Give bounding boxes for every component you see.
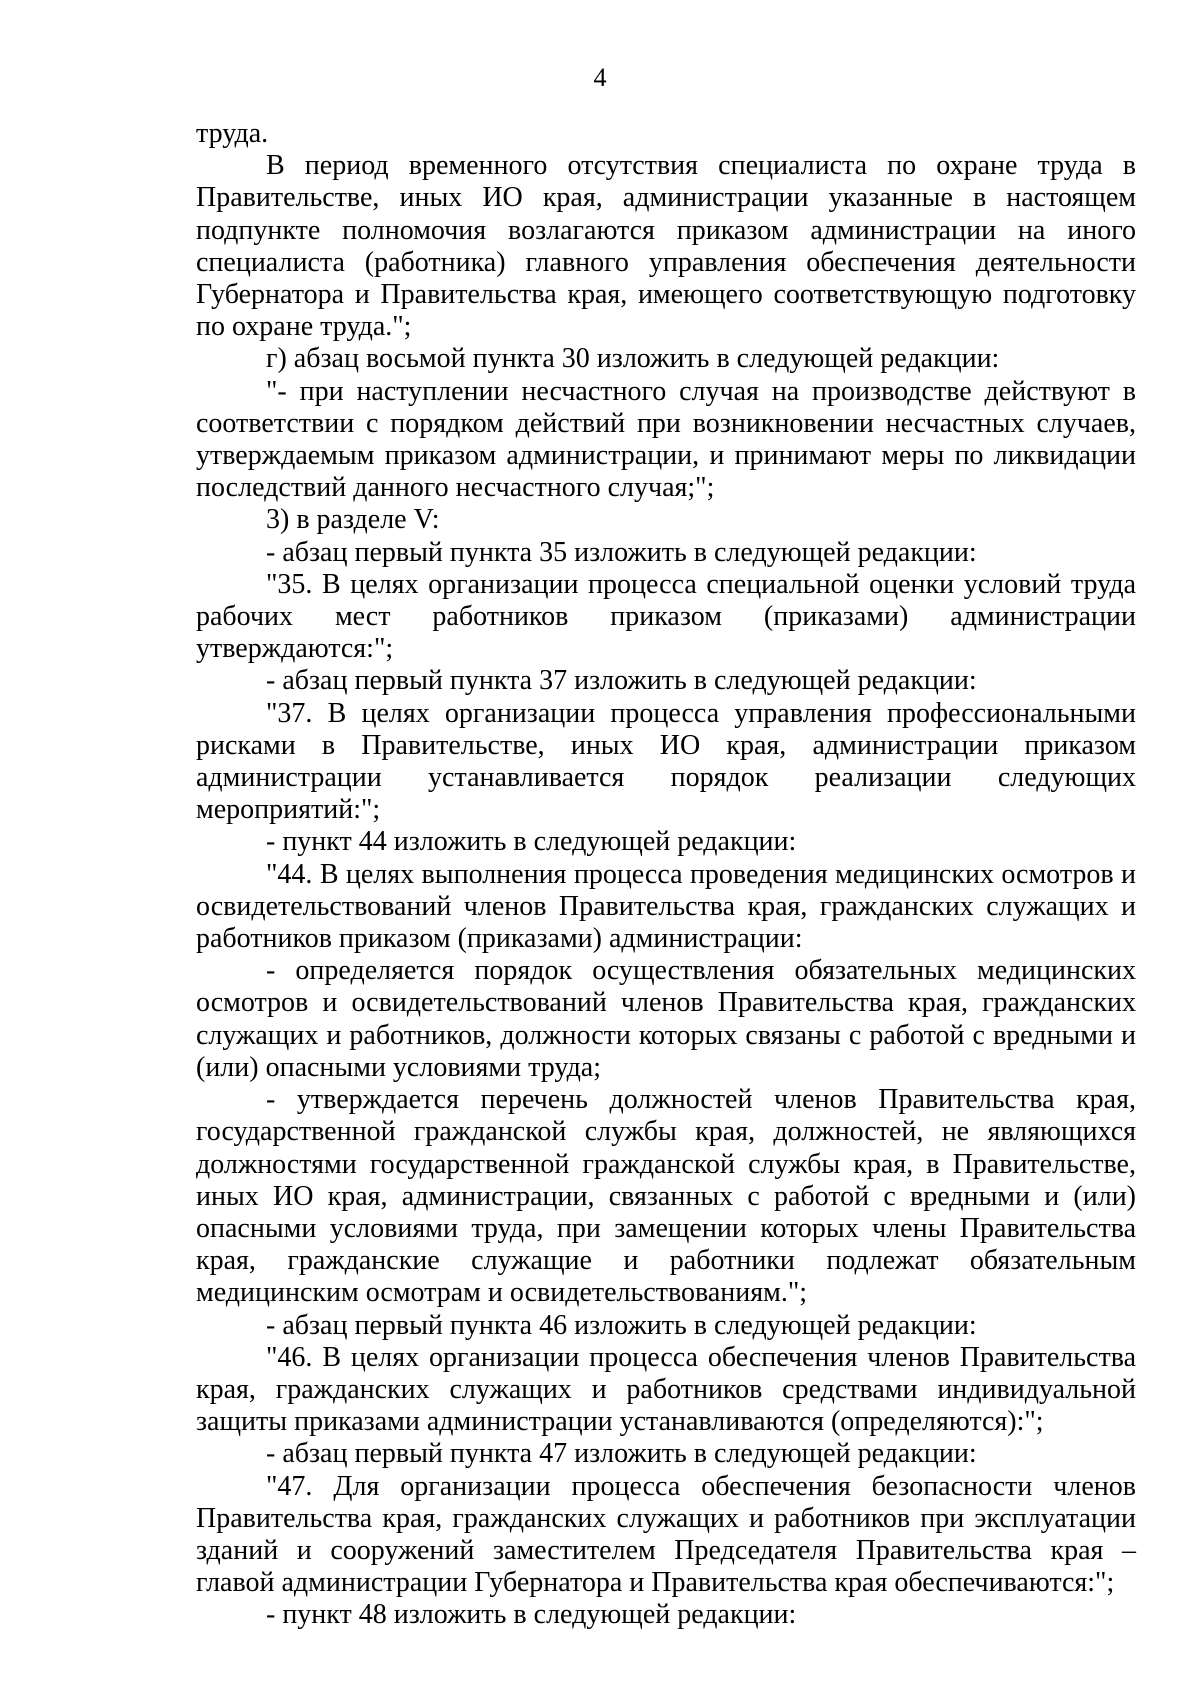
paragraph-point-37-heading: - абзац первый пункта 37 изложить в следующей редакции: xyxy=(266,665,977,697)
paragraph-point-44-item-2: - утверждается перечень должностей членов Правительства края, государственной гражданской службы края, должностей, не являющихся должностями государственной гражданской службы края, в Правительстве, иных ИО края, администрации, связанных с работой с вредными и (или) опасными условиями труда, при замещении которых члены Правительства края, гражданские служащие и работники подлежат обязательным медицинским осмотрам и освидетельствованиям."; xyxy=(196,1084,1136,1309)
paragraph-point-44-heading: - пункт 44 изложить в следующей редакции: xyxy=(266,826,797,858)
paragraph-point-48-heading: - пункт 48 изложить в следующей редакции: xyxy=(266,1599,797,1631)
paragraph-point-35-text: "35. В целях организации процесса специальной оценки условий труда рабочих мест работников приказом (приказами) администрации утверждаются:"; xyxy=(196,568,1136,665)
paragraph-point-37-text: "37. В целях организации процесса управления профессиональными рисками в Правительстве, иных ИО края, администрации приказом администрации устанавливается порядок реализации следующих мероприятий:"; xyxy=(196,697,1136,826)
page-number: 4 xyxy=(593,63,607,92)
paragraph-point-46-text: "46. В целях организации процесса обеспечения членов Правительства края, гражданских служащих и работников средствами индивидуальной защиты приказами администрации устанавливаются (определяются):"; xyxy=(196,1341,1136,1438)
paragraph-point-35-heading: - абзац первый пункта 35 изложить в следующей редакции: xyxy=(266,536,977,568)
paragraph-point-47-heading: - абзац первый пункта 47 изложить в следующей редакции: xyxy=(266,1438,977,1470)
paragraph-section-v: 3) в разделе V: xyxy=(266,504,440,536)
paragraph-accident-actions: "- при наступлении несчастного случая на производстве действуют в соответствии с порядком действий при возникновении несчастных случаев, утверждаемым приказом администрации, и принимают меры по ликвидации последствий данного несчастного случая;"; xyxy=(196,375,1136,504)
paragraph-point-47-text: "47. Для организации процесса обеспечения безопасности членов Правительства края, гражданских служащих и работников при эксплуатации зданий и сооружений заместителем Председателя Правительства края – главой администрации Губернатора и Правительства края обеспечиваются:"; xyxy=(196,1470,1136,1599)
paragraph-temporary-absence: В период временного отсутствия специалиста по охране труда в Правительстве, иных ИО края, администрации указанные в настоящем подпункте полномочия возлагаются приказом администрации на иного специалиста (работника) главного управления обеспечения деятельности Губернатора и Правительства края, имеющего соответствующую подготовку по охране труда."; xyxy=(196,150,1136,343)
paragraph-point-44-text: "44. В целях выполнения процесса проведения медицинских осмотров и освидетельствований членов Правительства края, гражданских служащих и работников приказом (приказами) администрации: xyxy=(196,858,1136,955)
paragraph-item-g: г) абзац восьмой пункта 30 изложить в следующей редакции: xyxy=(266,343,1000,375)
paragraph-point-44-item-1: - определяется порядок осуществления обязательных медицинских осмотров и освидетельствований членов Правительства края, гражданских служащих и работников, должности которых связаны с работой с вредными и (или) опасными условиями труда; xyxy=(196,955,1136,1083)
paragraph-continuation: труда. xyxy=(196,118,269,149)
document-body xyxy=(196,118,1136,1632)
paragraph-point-46-heading: - абзац первый пункта 46 изложить в следующей редакции: xyxy=(266,1309,977,1341)
